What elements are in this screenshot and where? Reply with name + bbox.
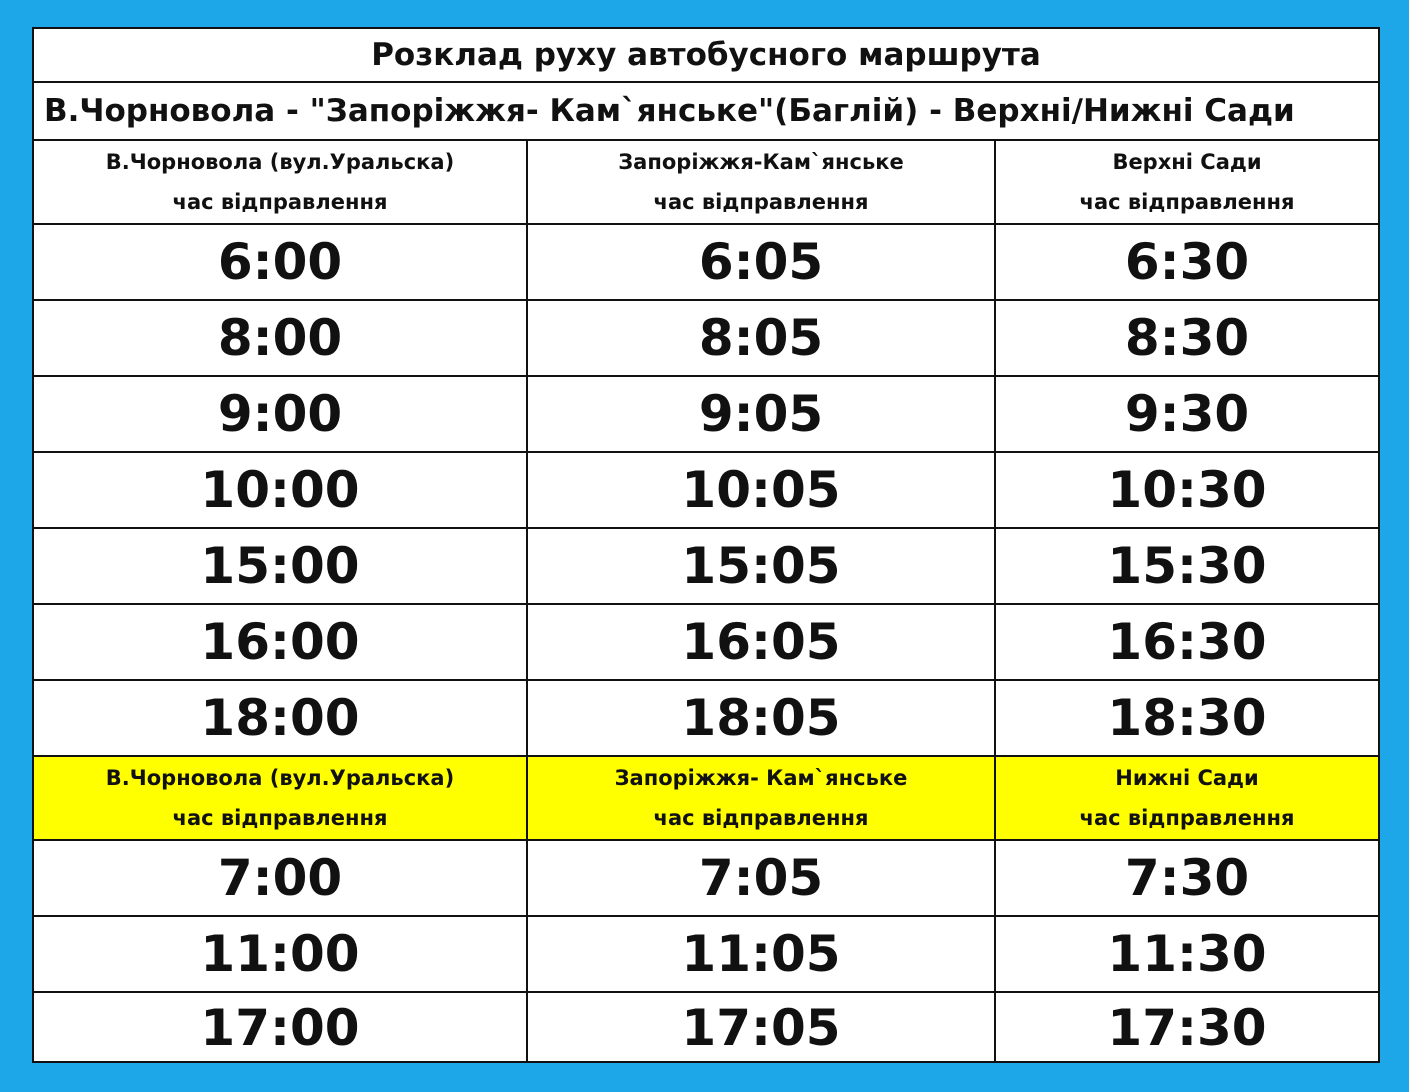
table-row — [34, 841, 1378, 917]
table-row — [34, 917, 1378, 993]
stop-name: В.Чорновола (вул.Уральска) — [105, 766, 455, 790]
header-cell — [996, 141, 1378, 223]
stop-name: В.Чорновола (вул.Уральска) — [105, 150, 455, 174]
departure-label: час відправлення — [1079, 806, 1295, 830]
time-cell: 15:05 — [528, 529, 996, 603]
table-row — [34, 301, 1378, 377]
departure-label: час відправлення — [653, 806, 869, 830]
time-cell: 9:05 — [528, 377, 996, 451]
departure-label: час відправлення — [1079, 190, 1295, 214]
schedule-title: Розклад руху автобусного маршрута — [34, 29, 1378, 83]
time-cell: 17:30 — [1107, 999, 1267, 1057]
time-cell: 16:00 — [34, 605, 528, 679]
time-cell: 8:05 — [528, 301, 996, 375]
stop-name: Запоріжжя- Кам`янське — [614, 766, 908, 790]
table-row — [34, 993, 1378, 1063]
time-cell: 9:00 — [34, 377, 528, 451]
table-row — [34, 681, 1378, 757]
time-cell: 18:30 — [1107, 689, 1267, 747]
table-row — [34, 529, 1378, 605]
time-cell: 17:05 — [528, 993, 996, 1063]
header-row-lower — [34, 757, 1378, 841]
table-row — [34, 605, 1378, 681]
time-cell: 8:30 — [1124, 309, 1250, 367]
header-cell — [996, 757, 1378, 839]
stop-name: Запоріжжя-Кам`янське — [618, 150, 904, 174]
time-cell: 6:05 — [528, 225, 996, 299]
table-row — [34, 225, 1378, 301]
schedule-sheet — [32, 27, 1380, 1063]
time-cell: 11:05 — [528, 917, 996, 991]
time-cell: 17:00 — [34, 993, 528, 1063]
time-cell: 6:30 — [1124, 233, 1250, 291]
time-cell: 8:00 — [34, 301, 528, 375]
header-row-upper — [34, 141, 1378, 225]
time-cell: 7:00 — [34, 841, 528, 915]
time-cell: 16:30 — [1107, 613, 1267, 671]
time-cell: 6:00 — [34, 225, 528, 299]
time-cell: 18:00 — [34, 681, 528, 755]
timetable — [34, 141, 1378, 1063]
time-cell: 16:05 — [528, 605, 996, 679]
stop-name: Верхні Сади — [1112, 150, 1262, 174]
departure-label: час відправлення — [653, 190, 869, 214]
route-name: В.Чорновола - "Запоріжжя- Кам`янське"(Баглій) - Верхні/Нижні Сади — [34, 83, 1378, 141]
departure-label: час відправлення — [172, 190, 388, 214]
time-cell: 10:05 — [528, 453, 996, 527]
time-cell: 10:30 — [1107, 461, 1267, 519]
time-cell: 11:00 — [34, 917, 528, 991]
time-cell: 15:00 — [34, 529, 528, 603]
time-cell: 15:30 — [1107, 537, 1267, 595]
time-cell: 7:05 — [528, 841, 996, 915]
table-row — [34, 453, 1378, 529]
header-cell — [528, 141, 996, 223]
departure-label: час відправлення — [172, 806, 388, 830]
header-cell — [34, 757, 528, 839]
time-cell: 7:30 — [1124, 849, 1250, 907]
time-cell: 9:30 — [1124, 385, 1250, 443]
time-cell: 10:00 — [34, 453, 528, 527]
time-cell: 18:05 — [528, 681, 996, 755]
time-cell: 11:30 — [1107, 925, 1267, 983]
header-cell — [528, 757, 996, 839]
header-cell — [34, 141, 528, 223]
table-row — [34, 377, 1378, 453]
stop-name: Нижні Сади — [1115, 766, 1259, 790]
